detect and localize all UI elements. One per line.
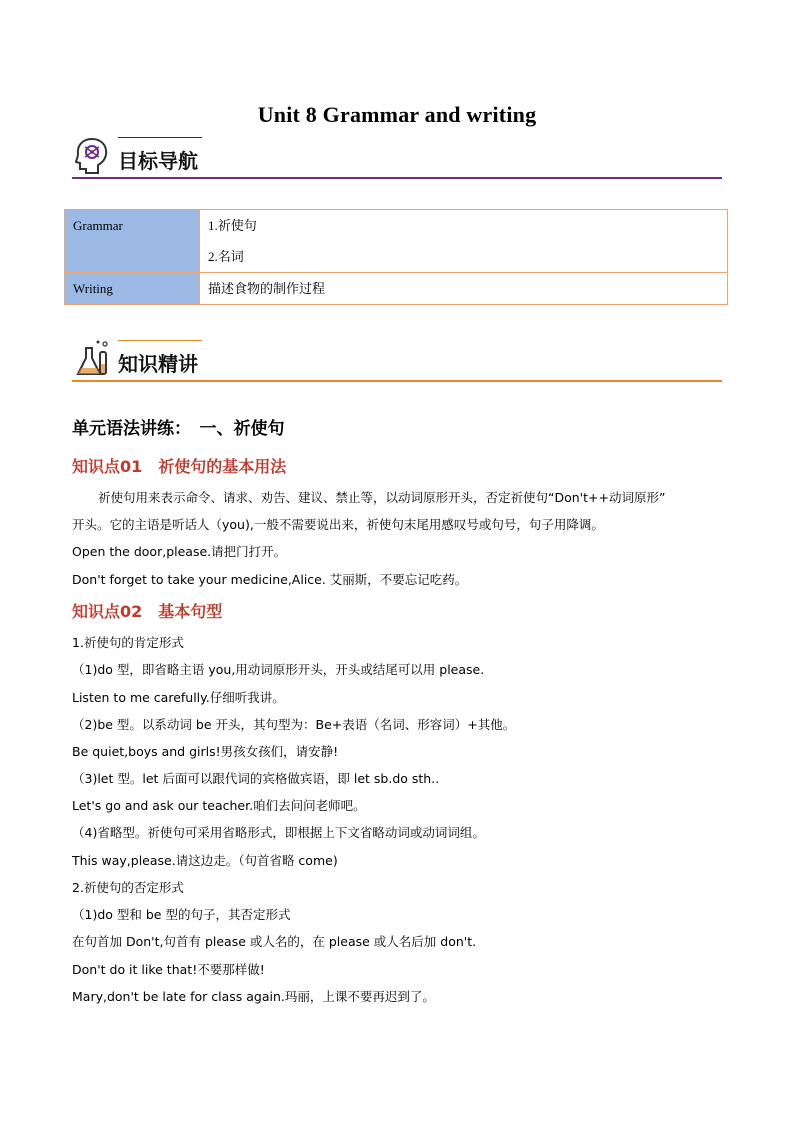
table-value-cell: [200, 273, 728, 305]
row-key: Writing: [73, 281, 113, 296]
knowledge-point-title: 知识点02 基本句型: [72, 602, 223, 621]
example-line: Listen to me carefully.仔细听我讲。: [72, 690, 285, 705]
head-gears-icon: [72, 135, 112, 175]
example-line: This way,please.请这边走。（句首省略 come): [72, 853, 338, 868]
example-line: Be quiet,boys and girls!男孩女孩们，请安静!: [72, 744, 339, 759]
example-line: Don't forget to take your medicine,Alice. 艾丽斯，不要忘记吃药。: [72, 572, 468, 587]
goal-item: 2.名词: [208, 249, 244, 264]
header-top-bar: [118, 340, 202, 341]
table-row: [65, 210, 728, 273]
example-line: Mary,don't be late for class again.玛丽，上课不要再迟到了。: [72, 989, 435, 1004]
unit-heading: 单元语法讲练： 一、祈使句: [72, 419, 285, 439]
page-title: Unit 8 Grammar and writing: [257, 102, 537, 127]
knowledge-point-title: 知识点01 祈使句的基本用法: [72, 457, 287, 476]
row-key: Grammar: [73, 218, 123, 233]
example-line: Don't do it like that!不要那样做!: [72, 962, 265, 977]
table-value-cell: [200, 210, 728, 273]
section-goals-header: [72, 135, 722, 179]
paragraph-line: 2.祈使句的否定形式: [72, 880, 184, 895]
table-row: [65, 273, 728, 305]
paragraph-line: 开头。它的主语是听话人（you),一般不需要说出来，祈使句末尾用感叹号或句号，句子用降调。: [72, 517, 604, 532]
flask-icon: [72, 338, 112, 378]
table-key-cell: [65, 210, 200, 273]
paragraph-line: （1)do 型和 be 型的句子，其否定形式: [72, 907, 291, 922]
paragraph-line: 在句首加 Don't,句首有 please 或人名的，在 please 或人名后加 don't.: [72, 934, 477, 949]
paragraph-line: （4)省略型。祈使句可采用省略形式，即根据上下文省略动词或动词词组。: [72, 825, 485, 840]
goals-table: [64, 209, 728, 305]
example-line: Let's go and ask our teacher.咱们去问问老师吧。: [72, 798, 366, 813]
section-knowledge-rule: [72, 380, 722, 382]
section-knowledge-title: 知识精讲: [118, 352, 198, 376]
paragraph-line: （1)do 型，即省略主语 you,用动词原形开头，开头或结尾可以用 please.: [72, 662, 485, 677]
paragraph-line: （2)be 型。以系动词 be 开头，其句型为：Be+表语（名词、形容词）+其他。: [72, 717, 516, 732]
paragraph-line: 1.祈使句的肯定形式: [72, 635, 184, 650]
paragraph-line: 祈使句用来表示命令、请求、劝告、建议、禁止等，以动词原形开头，否定祈使句“Don't++动词原形”: [98, 490, 666, 505]
goal-item: 1.祈使句: [208, 218, 257, 233]
example-line: Open the door,please.请把门打开。: [72, 544, 287, 559]
section-goals-title: 目标导航: [118, 149, 198, 173]
goal-item: 描述食物的制作过程: [208, 281, 326, 296]
section-knowledge-header: [72, 338, 722, 382]
table-key-cell: [65, 273, 200, 305]
section-goals-rule: [72, 177, 722, 179]
header-top-bar: [118, 137, 202, 138]
paragraph-line: （3)let 型。let 后面可以跟代词的宾格做宾语，即 let sb.do sth..: [72, 771, 440, 786]
